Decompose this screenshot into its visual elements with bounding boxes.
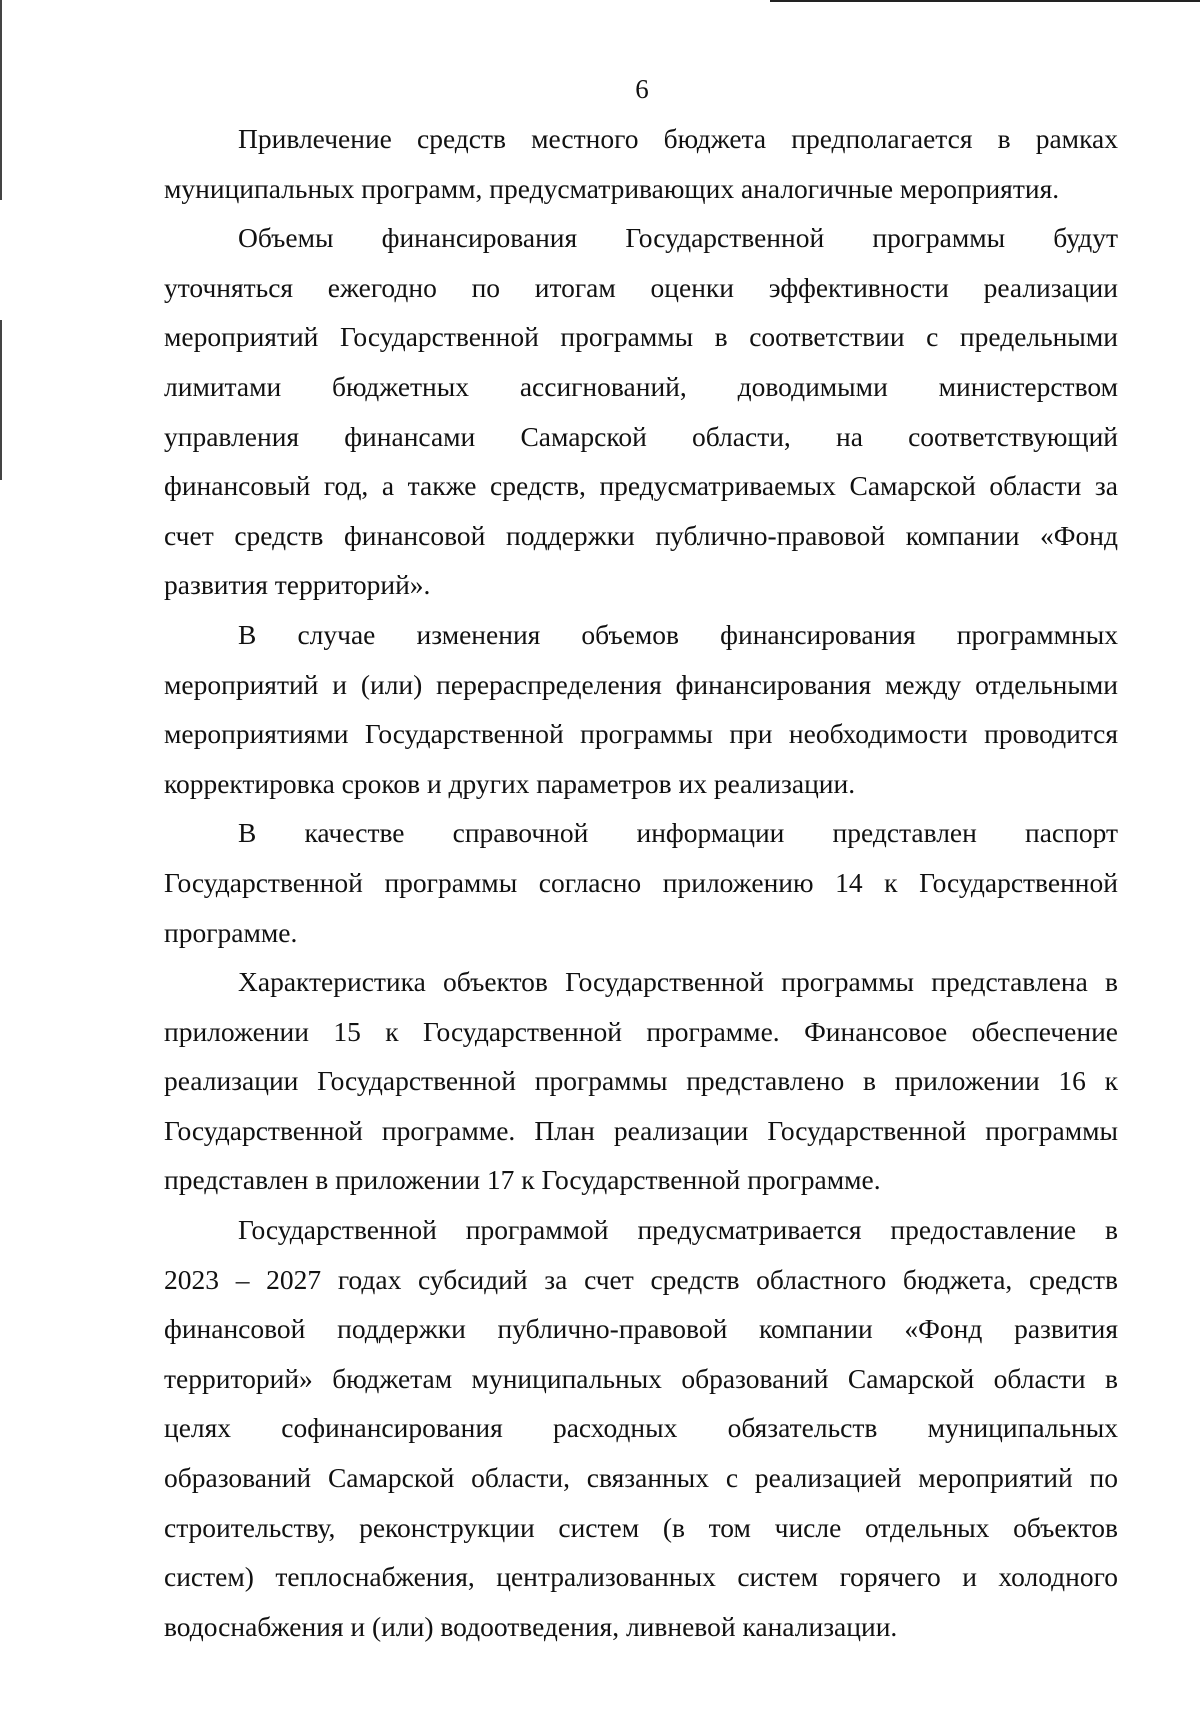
- text-line: корректировка сроков и других параметров их реализации.: [164, 767, 856, 799]
- text-line: мероприятий и (или) перераспределения финансирования между отдельными: [164, 668, 1118, 700]
- document-body: [164, 114, 1118, 1651]
- text-line: территорий» бюджетам муниципальных образований Самарской области в: [164, 1362, 1118, 1394]
- text-line: счет средств финансовой поддержки публично-правовой компании «Фонд: [164, 519, 1118, 551]
- text-line: развития территорий».: [164, 569, 431, 601]
- text-line: мероприятий Государственной программы в соответствии с предельными: [164, 321, 1118, 353]
- scan-left-edge: [0, 320, 2, 480]
- text-line: строительству, реконструкции систем (в том числе отдельных объектов: [164, 1511, 1118, 1543]
- text-line: образований Самарской области, связанных с реализацией мероприятий по: [164, 1462, 1118, 1494]
- text-line: целях софинансирования расходных обязательств муниципальных: [164, 1412, 1118, 1444]
- text-line: управления финансами Самарской области, на соответствующий: [164, 420, 1118, 452]
- text-line: реализации Государственной программы представлено в приложении 16 к: [164, 1065, 1118, 1097]
- paragraph: [164, 957, 1118, 1205]
- text-line: финансовый год, а также средств, предусматриваемых Самарской области за: [164, 470, 1118, 502]
- text-line: лимитами бюджетных ассигнований, доводимыми министерством: [164, 370, 1118, 402]
- text-line: Государственной программе. План реализации Государственной программы: [164, 1114, 1118, 1146]
- text-line: приложении 15 к Государственной программе. Финансовое обеспечение: [164, 1015, 1118, 1047]
- text-line: В качестве справочной информации представлен паспорт: [238, 817, 1118, 849]
- text-line: муниципальных программ, предусматривающих аналогичные мероприятия.: [164, 172, 1060, 204]
- text-line: Государственной программой предусматривается предоставление в: [238, 1214, 1118, 1246]
- text-line: водоснабжения и (или) водоотведения, ливневой канализации.: [164, 1610, 898, 1642]
- text-line: уточняться ежегодно по итогам оценки эффективности реализации: [164, 271, 1118, 303]
- text-line: В случае изменения объемов финансирования программных: [238, 618, 1118, 650]
- paragraph: [164, 808, 1118, 957]
- page-number: 6: [635, 74, 649, 104]
- paragraph: [164, 610, 1118, 808]
- text-line: мероприятиями Государственной программы при необходимости проводится: [164, 718, 1118, 750]
- text-line: 2023 – 2027 годах субсидий за счет средств областного бюджета, средств: [164, 1263, 1118, 1295]
- text-line: систем) теплоснабжения, централизованных систем горячего и холодного: [164, 1561, 1118, 1593]
- scan-top-rule: [770, 0, 1200, 2]
- paragraph: [164, 114, 1118, 213]
- paragraph: [164, 213, 1118, 610]
- paragraph: [164, 1205, 1118, 1651]
- text-line: программе.: [164, 916, 298, 948]
- text-line: финансовой поддержки публично-правовой компании «Фонд развития: [164, 1313, 1118, 1345]
- text-line: представлен в приложении 17 к Государственной программе.: [164, 1164, 881, 1196]
- text-line: Государственной программы согласно приложению 14 к Государственной: [164, 866, 1118, 898]
- text-line: Характеристика объектов Государственной программы представлена в: [238, 966, 1118, 998]
- text-line: Объемы финансирования Государственной программы будут: [238, 222, 1118, 254]
- text-line: Привлечение средств местного бюджета предполагается в рамках: [238, 123, 1118, 154]
